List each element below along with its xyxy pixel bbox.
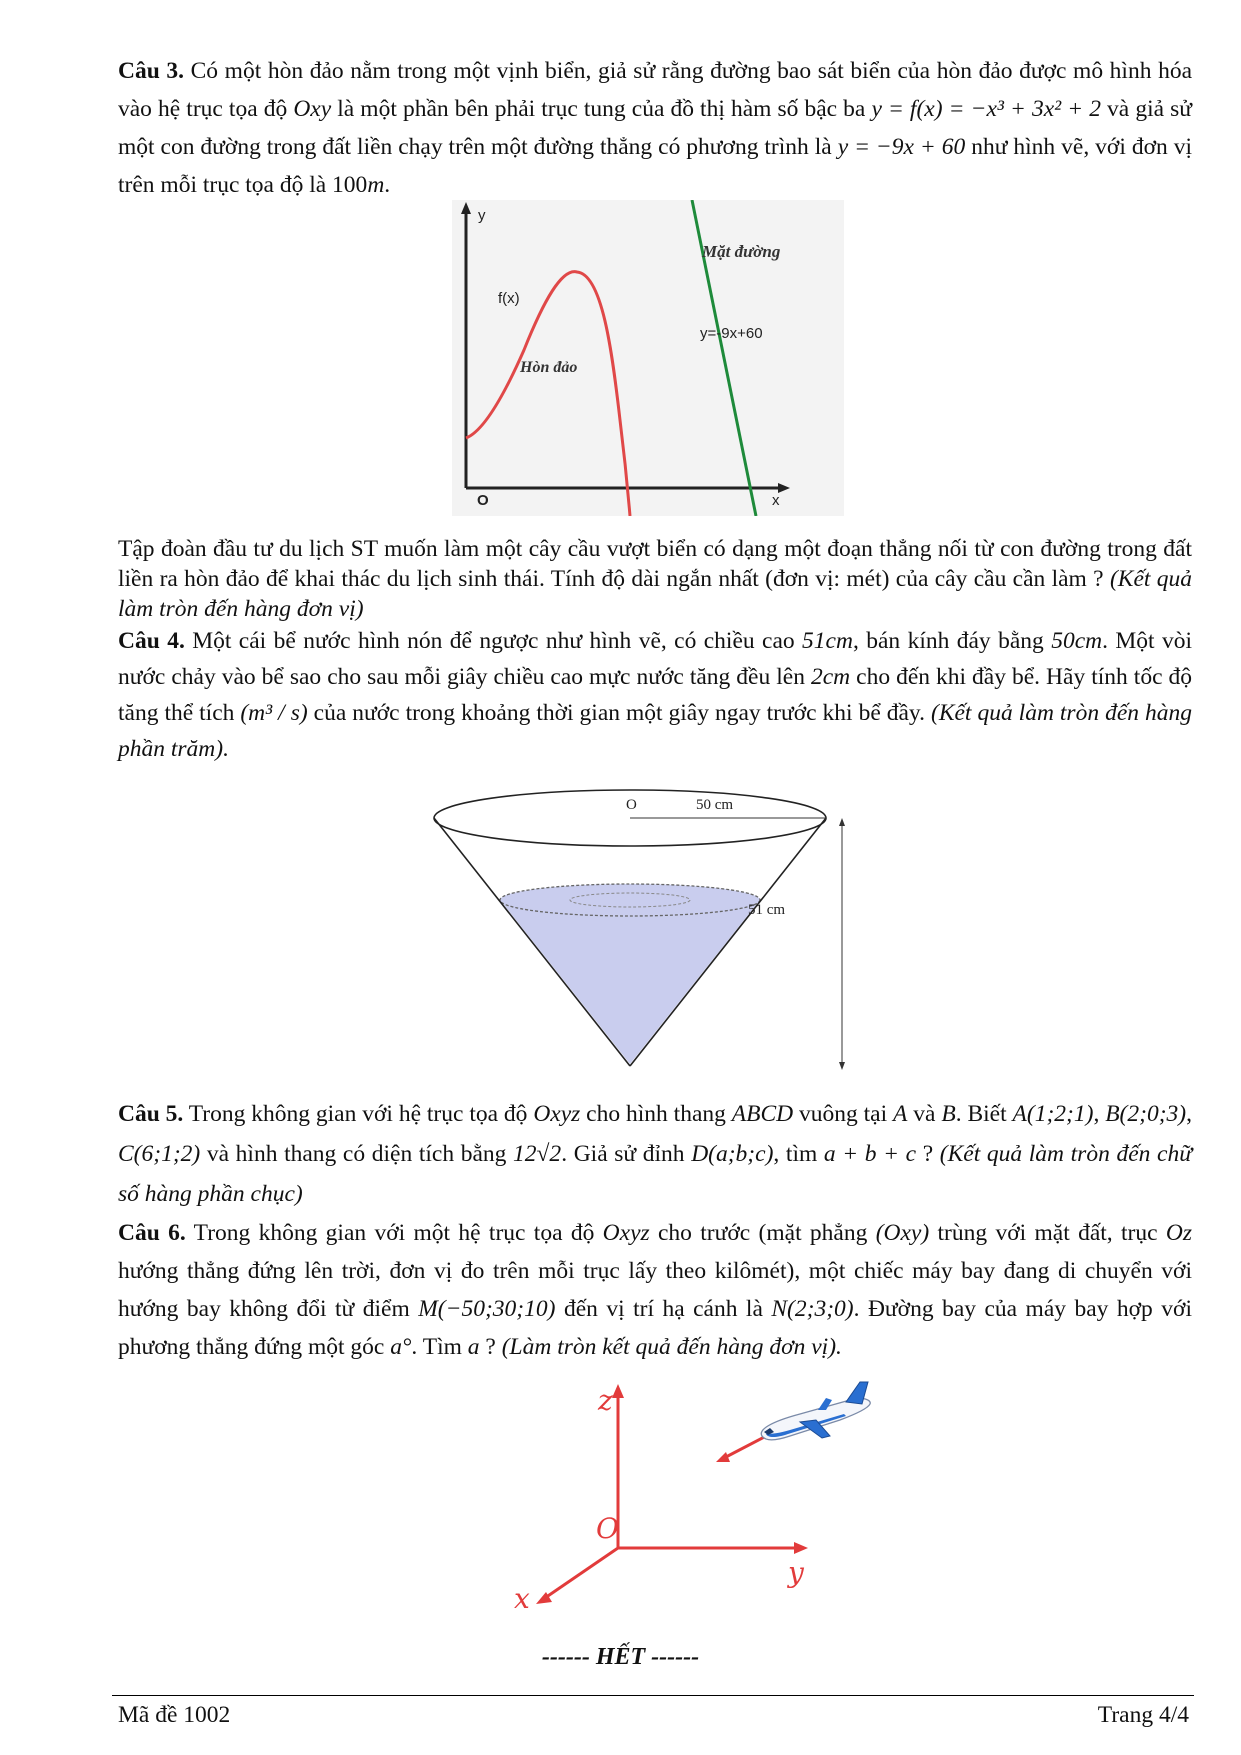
q3-note: (Kết quả làm tròn đến hàng đơn vị) (118, 566, 1192, 622)
q3-text-1: Có một hòn đảo nằm trong một vịnh biển, giả sử rằng đường bao sát biển của hòn đảo được mô hình hóa vào hệ trục tọa độ (118, 58, 1193, 122)
q5-text-11: ? (916, 1141, 940, 1167)
question-3 (118, 52, 1192, 204)
origin-3d-label: O (596, 1512, 619, 1545)
q3-text-4: như hình vẽ, với đơn vị trên mỗi trục tọa độ là 100 (118, 134, 1193, 198)
q6-plane: (Oxy) (875, 1220, 930, 1246)
x-axis-3d (542, 1548, 618, 1600)
q3-text-5: . (384, 172, 391, 198)
q6-oxyz: Oxyz (602, 1220, 650, 1246)
q5-note: (Kết quả làm tròn đến chữ số hàng phần chục) (118, 1141, 1193, 1207)
question-5 (118, 1094, 1192, 1214)
q5-text-6: , (1093, 1101, 1106, 1127)
question-4 (118, 623, 1192, 767)
q5-vertex-b: B (941, 1101, 956, 1127)
q3-label: Câu 3. (118, 58, 185, 84)
q5-oxyz: Oxyz (533, 1101, 581, 1127)
q6-text-4: hướng thẳng đứng lên trời, đơn vị đo trên mỗi trục lấy theo kilômét), một chiếc máy bay đang di chuyển với hướng bay không đổi từ điểm (118, 1258, 1192, 1322)
footer-divider (112, 1695, 1194, 1696)
end-marker: ------ HẾT ------ (541, 1644, 700, 1670)
water-fill (500, 900, 760, 1064)
center-label: O (626, 797, 637, 813)
q4-rate: 2cm (810, 664, 851, 690)
q5-point-a: A(1;2;1) (1012, 1101, 1094, 1127)
island-label: Hòn đảo (520, 359, 578, 376)
x-label-3d: x (514, 1582, 530, 1615)
q5-text-10: , tìm (773, 1141, 824, 1167)
q5-label: Câu 5. (118, 1101, 184, 1127)
q6-text-8: ? (479, 1334, 502, 1360)
q4-note: (Kết quả làm tròn đến hàng phần trăm). (118, 700, 1192, 762)
q6-point-m: M(−50;30;10) (418, 1296, 556, 1322)
q4-text-3: . Một vòi nước chảy vào bể sao cho sau mỗi giây chiều cao mực nước tăng đều lên (118, 628, 1192, 690)
z-axis-arrow-icon (612, 1384, 624, 1398)
q5-abcd: ABCD (731, 1101, 794, 1127)
q6-oz: Oz (1165, 1220, 1192, 1246)
airplane-axes-figure (500, 1378, 900, 1632)
q3-paragraph-2: Tập đoàn đầu tư du lịch ST muốn làm một cây cầu vượt biển có dạng một đoạn thẳng nối từ con đường trong đất liền ra hòn đảo để khai thác du lịch sinh thái. Tính độ dài ngắn nhất (đơn vị: mét) của cây cầu cần làm ? (118, 536, 1192, 592)
q6-text-2: cho trước (mặt phẳng (649, 1220, 876, 1246)
q5-text-5: . Biết (955, 1101, 1013, 1127)
q5-text-7: , (1186, 1101, 1192, 1127)
q4-label: Câu 4. (118, 628, 185, 654)
cone-figure (430, 782, 900, 1072)
q6-text-5: đến vị trí hạ cánh là (555, 1296, 772, 1322)
q5-text-2: cho hình thang (580, 1101, 732, 1127)
q4-text-2: , bán kính đáy bằng (852, 628, 1052, 654)
q4-text-5: của nước trong khoảng thời gian một giây ngay trước khi bể đầy. (307, 700, 931, 726)
question-3-body (118, 534, 1192, 624)
fx-label: f(x) (498, 290, 520, 307)
q6-text-6: . Đường bay của máy bay hợp với phương thẳng đứng một góc (118, 1296, 1192, 1360)
z-label: z (598, 1384, 613, 1417)
q4-text-4: cho đến khi đầy bể. Hãy tính tốc độ tăng thể tích (118, 664, 1193, 726)
y-axis-label: y (478, 207, 486, 224)
q5-vertex-a: A (893, 1101, 908, 1127)
q6-text-3: trùng với mặt đất, trục (929, 1220, 1166, 1246)
y-axis-3d-arrow-icon (794, 1542, 808, 1554)
q6-text-7: . Tìm (411, 1334, 468, 1360)
q5-text-8: và hình thang có diện tích bằng (200, 1141, 514, 1167)
flight-arrow-icon (716, 1452, 730, 1462)
q5-text-9: . Giả sử đỉnh (561, 1141, 692, 1167)
x-axis-label: x (772, 492, 780, 509)
q3-function: y = f(x) = −x³ + 3x² + 2 (871, 96, 1101, 122)
q3-text-3: và giả sử một con đường trong đất liền chạy trên một đường thẳng có phương trình là (118, 96, 1193, 160)
q5-text-3: vuông tại (793, 1101, 894, 1127)
y-label-3d: y (788, 1556, 804, 1589)
q5-point-d: D(a;b;c) (691, 1141, 774, 1167)
page-number: Trang 4/4 (1097, 1702, 1189, 1728)
q6-note: (Làm tròn kết quả đến hàng đơn vị). (501, 1334, 842, 1360)
q5-text-1: Trong không gian với hệ trục tọa độ (183, 1101, 534, 1127)
airplane-icon (761, 1382, 870, 1440)
road-label: Mặt đường (702, 242, 781, 261)
exam-code: Mã đề 1002 (118, 1702, 231, 1728)
q5-text-4: và (907, 1101, 942, 1127)
q6-text-1: Trong không gian với một hệ trục tọa độ (185, 1220, 603, 1246)
q3-unit: m (367, 172, 385, 198)
height-label: 51 cm (748, 902, 786, 918)
q5-area: 12√2 (513, 1141, 562, 1167)
q5-point-b: B(2;0;3) (1105, 1101, 1187, 1127)
q5-point-c: C(6;1;2) (118, 1141, 201, 1167)
q4-text-1: Một cái bể nước hình nón để ngược như hình vẽ, có chiều cao (184, 628, 803, 654)
q3-oxy: Oxy (293, 96, 332, 122)
q4-height: 51cm (802, 628, 853, 654)
q4-radius: 50cm (1051, 628, 1103, 654)
q6-point-n: N(2;3;0) (771, 1296, 854, 1322)
q4-unit: (m³ / s) (240, 700, 308, 726)
q6-angle: a° (390, 1334, 412, 1360)
q5-sum: a + b + c (823, 1141, 917, 1167)
radius-label: 50 cm (696, 797, 734, 813)
island-graph-figure (452, 200, 844, 516)
q3-text-2: là một phần bên phải trục tung của đồ thị hàm số bậc ba (331, 96, 872, 122)
question-6 (118, 1214, 1192, 1366)
line-equation-label: y=-9x+60 (700, 325, 763, 342)
q6-label: Câu 6. (118, 1220, 186, 1246)
q3-line-eq: y = −9x + 60 (837, 134, 966, 160)
q6-unknown: a (467, 1334, 480, 1360)
origin-label: O (477, 492, 489, 509)
